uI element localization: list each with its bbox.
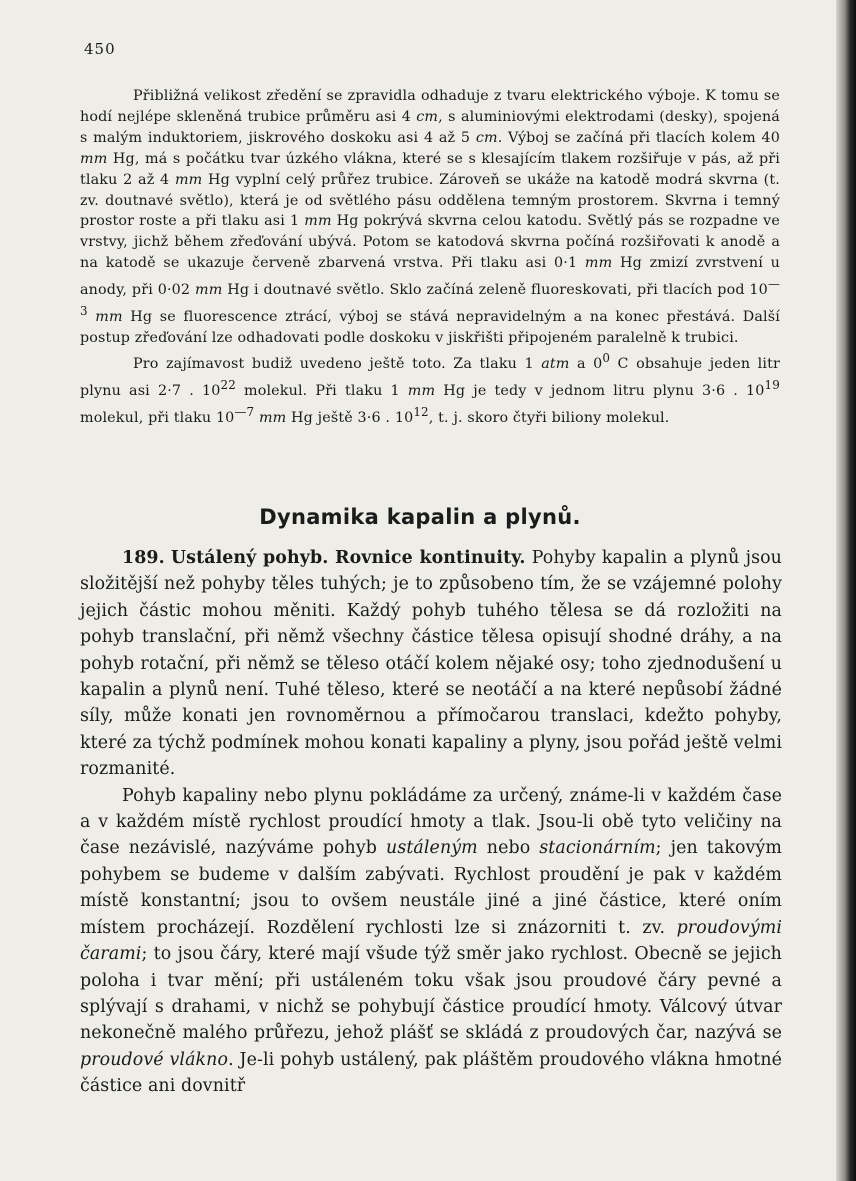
main-text: [80, 545, 782, 1100]
italic-term: mm: [407, 382, 436, 399]
italic-term: mm: [95, 308, 123, 325]
section-paragraph: [80, 545, 782, 783]
italic-term: mm: [195, 281, 223, 298]
italic-term: proudovými čarami: [80, 917, 782, 965]
page-number: 450: [84, 40, 116, 58]
italic-term: proudové vlákno: [80, 1049, 229, 1070]
italic-term: cm: [475, 129, 498, 146]
small-print-text: [80, 86, 780, 428]
superscript: 22: [220, 378, 236, 393]
italic-term: mm: [174, 171, 203, 188]
paragraph: Pohyb kapaliny nebo plynu pokládáme za určený, známe-li v každém čase a v každém místě rychlost proudící hmoty a tlak. Jsou-li obě tyto veličiny na čase nezávislé, nazýváme pohyb ustáleným nebo stacionárním; jen takovým pohybem se budeme v dalším zabývati. Rychlost proudění je pak v každém místě konstantní; jsou to ovšem neustále jiné a jiné částice, které oním místem procházejí. Rozdělení rychlosti lze si znázorniti t. zv. proudovými čarami; to jsou čáry, které mají všude týž směr jako rychlost. Obecně se jejich poloha i tvar mění; při ustáleném toku však jsou proudové čáry pevné a splývají s drahami, v nichž se pohybují částice proudící hmoty. Válcový útvar nekonečně malého průřezu, jehož plášť se skládá z proudových čar, nazývá se proudové vlákno. Je-li pohyb ustálený, pak pláštěm proudového vlákna hmotné částice ani dovnitř: [80, 785, 783, 1097]
chapter-heading: Dynamika kapalin a plynů.: [259, 505, 581, 529]
italic-term: mm: [584, 255, 613, 272]
superscript: 0: [602, 351, 611, 366]
paragraph: Přibližná velikost zředění se zpravidla odhaduje z tvaru elektrického výboje. K tomu se hodí nejlépe skleněná trubice průměru asi 4 cm, s aluminiovými elektrodami (desky), spojená s malým induktoriem, jiskrového doskoku asi 4 až 5 cm. Výboj se začíná při tlacích kolem 40 mm Hg, má s počátku tvar úzkého vlákna, které se s klesajícím tlakem rozšiřuje v pás, až při tlaku 2 až 4 mm Hg vyplní celý průřez trubice. Zároveň se ukáže na katodě modrá skvrna (t. zv. doutnavé světlo), která je od světlého pásu oddělena temným prostorem. Skvrna i temný prostor roste a při tlaku asi 1 mm Hg pokrývá skvrna celou katodu. Světlý pás se rozpadne ve vrstvy, jichž během zřeďování ubývá. Potom se katodová skvrna počíná rozšiřovati k anodě a na katodě se ukazuje červeně zbarvená vrstva. Při tlaku asi 0·1 mm Hg zmizí zvrstvení u anody, při 0·02 mm Hg i doutnavé světlo. Sklo začíná zeleně fluoreskovati, při tlacích pod $10^{—3}$ mm Hg se fluorescence ztrácí, výboj se stává nepravidelným a na konec přestává. Další postup zřeďování lze odhadovati podle doskoku v jiskřišti připojeném paralelně k trubici.: [80, 88, 781, 346]
superscript: —7: [234, 404, 255, 419]
italic-term: cm: [416, 108, 439, 125]
paragraph: Pro zajímavost budiž uvedeno ještě toto. Za tlaku 1 atm a $0^0$ C obsahuje jeden litr plynu asi 2·7 . $10^{22}$ molekul. Při tlaku 1 mm Hg je tedy v jednom litru plynu 3·6 . $10^{19}$ molekul, při tlaku $10^{—7}$ mm Hg ještě 3·6 . $10^{12}$, t. j. skoro čtyři biliony molekul.: [80, 351, 780, 426]
italic-term: mm: [80, 150, 108, 167]
superscript: —3: [80, 277, 780, 318]
superscript: 19: [764, 378, 780, 393]
superscript: 12: [413, 404, 429, 419]
italic-term: ustáleným: [386, 838, 478, 859]
section-number: 189.: [122, 548, 165, 568]
section-title: Ustálený pohyb. Rovnice kontinuity.: [170, 548, 526, 568]
italic-term: mm: [304, 213, 332, 230]
italic-term: atm: [541, 356, 570, 373]
page-edge-shadow: [836, 0, 856, 1181]
paragraph-body: Pohyby kapalin a plynů jsou složitější než pohyby těles tuhých; je to způsobeno tím, že se vzájemné polohy jejich částic mohou měniti. Každý pohyb tuhého tělesa se dá rozložiti na pohyb translační, při němž všechny částice tělesa opisují shodné dráhy, a na pohyb rotační, při němž se těleso otáčí kolem nějaké osy; toho zjednodušení u kapalin a plynů není. Tuhé těleso, které se neotáčí a na které nepůsobí žádné síly, může konati jen rovnoměrnou a přímočarou translaci, kdežto pohyby, které za týchž podmínek mohou konati kapaliny a plyny, jsou pořád ještě velmi rozmanité.: [80, 548, 782, 780]
italic-term: stacionárním: [539, 838, 656, 859]
italic-term: mm: [258, 409, 287, 426]
